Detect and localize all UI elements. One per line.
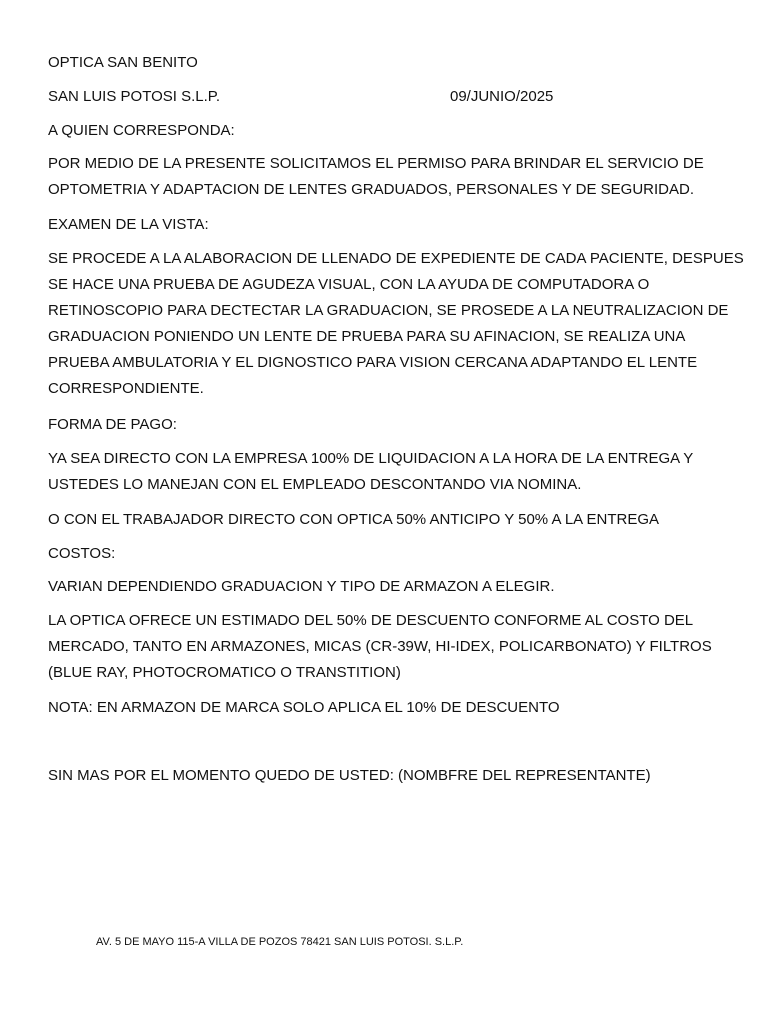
discount-line: LA OPTICA OFRECE UN ESTIMADO DEL 50% DE DESCUENTO CONFORME AL COSTO DEL [48,612,694,629]
intro-paragraph [48,151,738,203]
intro-line: OPTOMETRIA Y ADAPTACION DE LENTES GRADUADOS, PERSONALES Y DE SEGURIDAD. [48,181,695,198]
footer-address: AV. 5 DE MAYO 115-A VILLA DE POZOS 78421 SAN LUIS POTOSI. S.L.P. [96,936,464,948]
exam-heading: EXAMEN DE LA VISTA: [48,216,209,233]
payment-alternative: O CON EL TRABAJADOR DIRECTO CON OPTICA 50% ANTICIPO Y 50% A LA ENTREGA [48,511,660,528]
exam-line: RETINOSCOPIO PARA DECTECTAR LA GRADUACION, SE PROSEDE A LA NEUTRALIZACION DE [48,302,729,319]
payment-line: USTEDES LO MANEJAN CON EL EMPLEADO DESCONTANDO VIA NOMINA. [48,476,582,493]
payment-heading: FORMA DE PAGO: [48,416,177,433]
payment-paragraph [48,446,738,498]
exam-line: SE HACE UNA PRUEBA DE AGUDEZA VISUAL, CON LA AYUDA DE COMPUTADORA O [48,276,650,293]
discount-paragraph [48,608,738,686]
greeting: A QUIEN CORRESPONDA: [48,122,235,139]
exam-line: GRADUACION PONIENDO UN LENTE DE PRUEBA PARA SU AFINACION, SE REALIZA UNA [48,328,686,345]
discount-note: NOTA: EN ARMAZON DE MARCA SOLO APLICA EL 10% DE DESCUENTO [48,699,560,716]
closing-line: SIN MAS POR EL MOMENTO QUEDO DE USTED: (NOMBFRE DEL REPRESENTANTE) [48,767,651,784]
exam-line: PRUEBA AMBULATORIA Y EL DIGNOSTICO PARA VISION CERCANA ADAPTANDO EL LENTE [48,354,698,371]
payment-line: YA SEA DIRECTO CON LA EMPRESA 100% DE LIQUIDACION A LA HORA DE LA ENTREGA Y [48,450,694,467]
costs-heading: COSTOS: [48,545,116,562]
letter-date: 09/JUNIO/2025 [450,88,554,105]
company-name: OPTICA SAN BENITO [48,54,198,71]
costs-line: VARIAN DEPENDIENDO GRADUACION Y TIPO DE ARMAZON A ELEGIR. [48,578,555,595]
exam-paragraph [48,246,744,402]
exam-line: CORRESPONDIENTE. [48,380,204,397]
discount-line: MERCADO, TANTO EN ARMAZONES, MICAS (CR-39W, HI-IDEX, POLICARBONATO) Y FILTROS [48,638,712,655]
city-line: SAN LUIS POTOSI S.L.P. [48,88,221,105]
discount-line: (BLUE RAY, PHOTOCROMATICO O TRANSTITION) [48,664,401,681]
intro-line: POR MEDIO DE LA PRESENTE SOLICITAMOS EL PERMISO PARA BRINDAR EL SERVICIO DE [48,155,704,172]
exam-line: SE PROCEDE A LA ALABORACION DE LLENADO DE EXPEDIENTE DE CADA PACIENTE, DESPUES [48,250,744,267]
